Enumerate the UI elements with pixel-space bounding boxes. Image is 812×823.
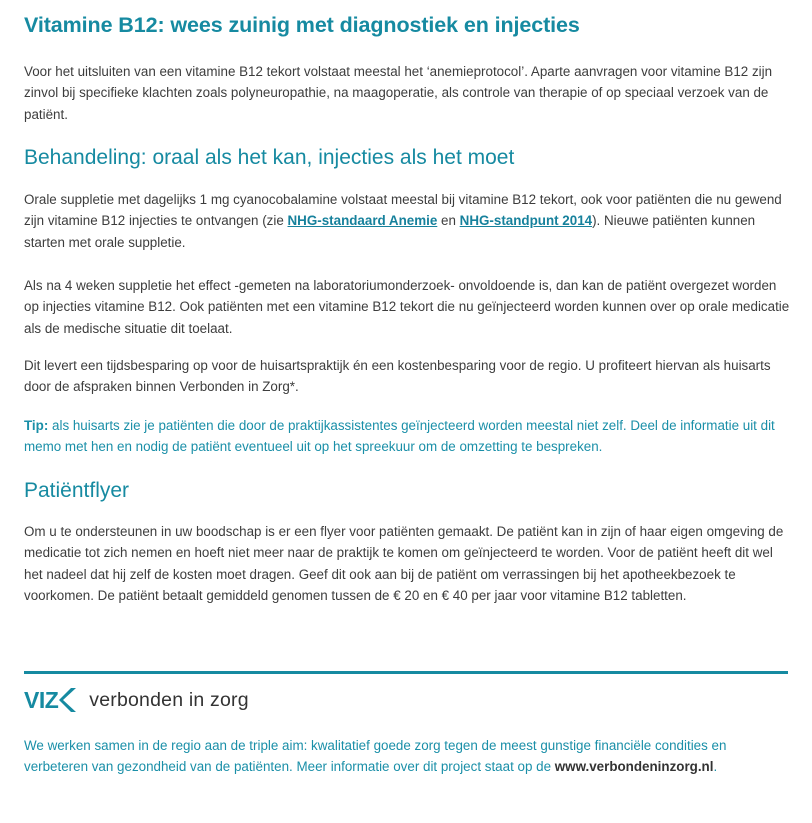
tip-label: Tip:	[24, 418, 49, 433]
treatment-paragraph-1	[24, 189, 794, 253]
viz-logo-text: VIZ	[24, 686, 59, 713]
viz-logo-name: verbonden in zorg	[89, 688, 249, 711]
treatment-paragraph-2: Als na 4 weken suppletie het effect -gemeten na laboratoriumonderzoek- onvoldoende is, dan kan de patiënt overgezet worden op injecties vitamine B12. Ook patiënten met een vitamine B12 tekort die nu geïnjecteerd worden kunnen over op orale medicatie als de medische situatie dit toelaat.	[24, 278, 790, 336]
viz-logo	[24, 685, 249, 715]
footer-website-link[interactable]: www.verbondeninzorg.nl	[554, 759, 714, 775]
flyer-paragraph: Om u te ondersteunen in uw boodschap is er een flyer voor patiënten gemaakt. De patiënt kan in zijn of haar eigen omgeving de medicatie tot zich nemen en hoeft niet meer naar de praktijk te komen om geïnjecteerd te worden. Voor de patiënt heeft dit wel het nadeel dat hij zelf de kosten moet dragen. Geef dit ook aan bij de patiënt om verrassingen bij het apotheekbezoek te voorkomen. De patiënt betaalt gemiddeld genomen tussen de € 20 en € 40 per jaar voor vitamine B12 tabletten.	[24, 524, 784, 603]
footer-end: .	[713, 759, 718, 775]
tip-paragraph	[24, 415, 794, 458]
tip-text: als huisarts zie je patiënten die door de praktijkassistentes geïnjecteerd worden meestal niet zelf. Deel de informatie uit dit memo met hen en nodig de patiënt eventueel uit op het spreekuur om de omzetting te bespreken.	[24, 418, 775, 455]
footer-text: We werken samen in de regio aan de triple aim: kwalitatief goede zorg tegen de meest gunstige financiële condities en verbeteren van gezondheid van de patiënten. Meer informatie over dit project staat op de	[24, 738, 727, 775]
page-title: Vitamine B12: wees zuinig met diagnostiek en injecties	[24, 13, 580, 37]
section-heading-flyer: Patiëntflyer	[24, 479, 130, 502]
chevron-left-icon	[59, 687, 79, 713]
treatment-paragraph-3: Dit levert een tijdsbesparing op voor de huisartspraktijk én een kostenbesparing voor de regio. U profiteert hiervan als huisarts door de afspraken binnen Verbonden in Zorg*.	[24, 358, 771, 395]
viz-logo-mark	[24, 687, 79, 714]
footer-divider	[24, 671, 788, 674]
section-heading-treatment: Behandeling: oraal als het kan, injecties als het moet	[24, 146, 515, 169]
treatment-text-mid: en	[437, 213, 460, 229]
link-nhg-standpunt-2014[interactable]: NHG-standpunt 2014	[459, 213, 593, 229]
treatment-text-before: Orale suppletie met dagelijks 1 mg cyanocobalamine volstaat meestal bij vitamine B12 tekort, ook voor patiënten die nu gewend zijn vitamine B12 injecties te ontvangen (zie	[24, 192, 782, 229]
link-nhg-standaard-anemie[interactable]: NHG-standaard Anemie	[287, 213, 438, 229]
intro-paragraph: Voor het uitsluiten van een vitamine B12 tekort volstaat meestal het ‘anemieprotocol’. Aparte aanvragen voor vitamine B12 zijn zinvol bij specifieke klachten zoals polyneuropathie, na maagoperatie, als controle van therapie of op speciaal verzoek van de patiënt.	[24, 64, 773, 122]
treatment-text-after: ). Nieuwe patiënten kunnen starten met orale suppletie.	[24, 213, 756, 250]
footer-paragraph	[24, 735, 794, 778]
